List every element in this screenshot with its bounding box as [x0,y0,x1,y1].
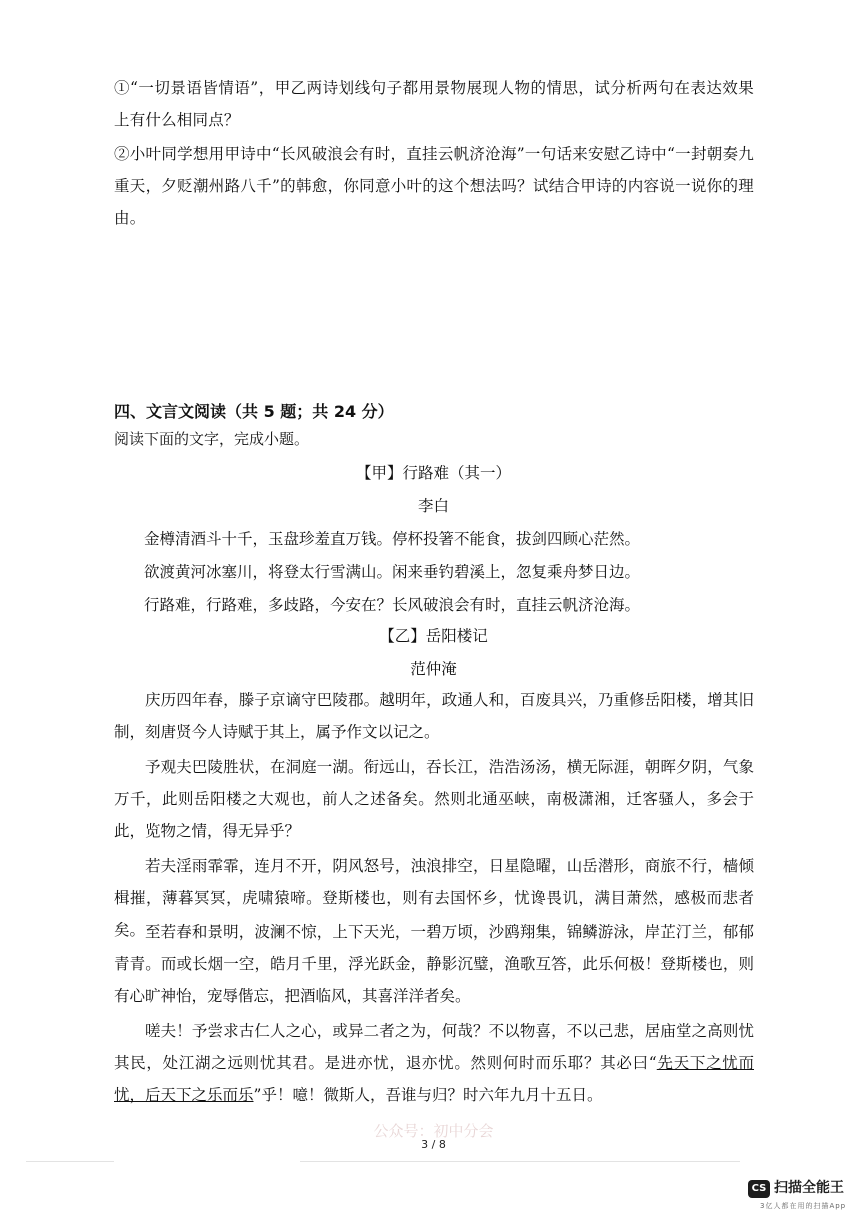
prose-author: 范仲淹 [410,660,457,678]
footer-divider-right [300,1161,740,1162]
prose-paragraph-last [114,1015,754,1111]
prose-paragraph: 庆历四年春，滕子京谪守巴陵郡。越明年，政通人和，百废具兴，乃重修岳阳楼，增其旧制，刻唐贤今人诗赋于其上，属予作文以记之。 [114,691,754,741]
poem-line: 行路难，行路难，多歧路，今安在？长风破浪会有时，直挂云帆济沧海。 [144,596,641,614]
last-paragraph-ending: ”乎！噫！微斯人，吾谁与归？时六年九月十五日。 [253,1086,603,1104]
last-paragraph-text: 嗟夫！予尝求古仁人之心，或异二者之为，何哉？不以物喜，不以己悲，居庙堂之高则忧其民，处江湖之远则忧其君。是进亦忧，退亦忧。然则何时而乐耶？其必曰“ [114,1022,754,1072]
scanner-app-name: 扫描全能王 [774,1180,844,1196]
poem-title: 【甲】行路难（其一） [355,464,511,482]
section-title: 四、文言文阅读（共 5 题；共 24 分） [114,402,394,421]
question-2: ②小叶同学想用甲诗中“长风破浪会有时，直挂云帆济沧海”一句话来安慰乙诗中“一封朝奏九重天，夕贬潮州路八千”的韩愈，你同意小叶的这个想法吗？试结合甲诗的内容说一说你的理由。 [114,145,754,227]
poem-author: 李白 [417,497,449,515]
prose-title: 【乙】岳阳楼记 [379,627,488,645]
scanner-logo-icon: CS [748,1180,770,1198]
poem-line: 金樽清酒斗十千，玉盘珍羞直万钱。停杯投箸不能食，拔剑四顾心茫然。 [144,530,641,548]
prose-paragraph: 予观夫巴陵胜状，在洞庭一湖。衔远山，吞长江，浩浩汤汤，横无际涯，朝晖夕阴，气象万千，此则岳阳楼之大观也，前人之述备矣。然则北通巫峡，南极潇湘，迁客骚人，多会于此，览物之情，得无异乎？ [114,758,754,840]
poem-line: 欲渡黄河冰塞川，将登太行雪满山。闲来垂钓碧溪上，忽复乘舟梦日边。 [144,563,641,581]
prose-paragraph: 至若春和景明，波澜不惊，上下天光，一碧万顷，沙鸥翔集，锦鳞游泳，岸芷汀兰，郁郁青青。而或长烟一空，皓月千里，浮光跃金，静影沉璧，渔歌互答，此乐何极！登斯楼也，则有心旷神怡，宠辱偕忘，把酒临风，其喜洋洋者矣。 [114,923,754,1005]
scanner-tagline: 3亿人都在用的扫描App [760,1202,847,1210]
watermark: 公众号：初中分会 [373,1122,494,1140]
page-number: 3 / 8 [421,1138,446,1151]
question-1: ①“一切景语皆情语”，甲乙两诗划线句子都用景物展现人物的情思，试分析两句在表达效果上有什么相同点？ [114,79,754,129]
prose-paragraph: 若夫淫雨霏霏，连月不开，阴风怒号，浊浪排空，日星隐曜，山岳潜形，商旅不行，樯倾楫摧，薄暮冥冥，虎啸猿啼。登斯楼也，则有去国怀乡，忧谗畏讥，满目萧然，感极而悲者矣。 [114,857,754,939]
footer-divider-left [26,1161,114,1162]
underlined-quote: 先天下之忧而忧，后天下之乐而乐 [114,1054,754,1104]
section-instruction: 阅读下面的文字，完成小题。 [114,430,310,448]
